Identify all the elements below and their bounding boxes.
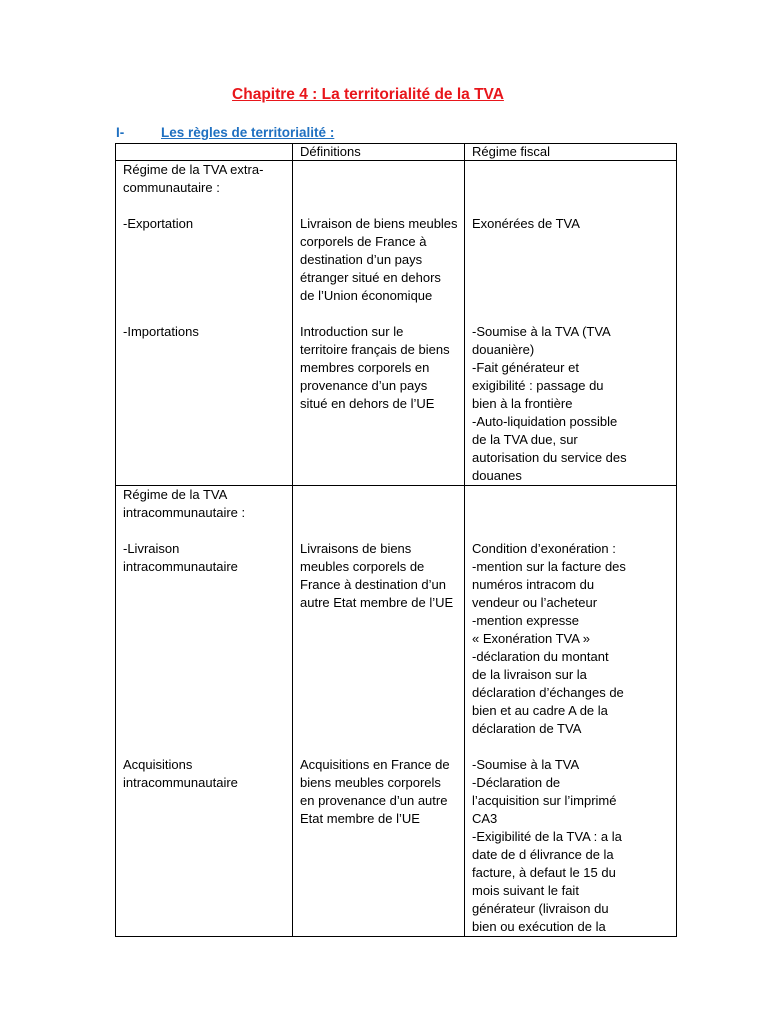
regime-line: générateur (livraison du bbox=[472, 901, 609, 916]
territoriality-table bbox=[115, 143, 677, 937]
definition-line: membres corporels en bbox=[300, 360, 430, 375]
cell-regime-fiscal-extra bbox=[465, 161, 677, 486]
regime-line: -mention sur la facture des bbox=[472, 559, 626, 574]
definition-line: situé en dehors de l’UE bbox=[300, 396, 435, 411]
definition-line: de l’Union économique bbox=[300, 288, 433, 303]
regime-line: -mention expresse bbox=[472, 613, 579, 628]
definition-line: meubles corporels de bbox=[300, 559, 425, 574]
regime-line: Condition d’exonération : bbox=[472, 541, 616, 556]
table-row-intracommunautaire bbox=[116, 486, 677, 937]
group-heading-line: intracommunautaire : bbox=[123, 505, 246, 520]
header-cell-definitions: Définitions bbox=[293, 144, 465, 161]
definition-line: territoire français de biens bbox=[300, 342, 450, 357]
definition-line: France à destination d’un bbox=[300, 577, 446, 592]
regime-line: -Fait générateur et bbox=[472, 360, 579, 375]
row-label-livraison: -Livraison bbox=[123, 541, 180, 556]
regime-line: CA3 bbox=[472, 811, 498, 826]
header-cell-regime: Régime fiscal bbox=[465, 144, 677, 161]
regime-line: de la TVA due, sur bbox=[472, 432, 578, 447]
regime-line: -Soumise à la TVA (TVA bbox=[472, 324, 611, 339]
regime-line: -Soumise à la TVA bbox=[472, 757, 580, 772]
section-title: Les règles de territorialité : bbox=[161, 125, 335, 140]
regime-line: de la livraison sur la bbox=[472, 667, 587, 682]
page-title: Chapitre 4 : La territorialité de la TVA bbox=[232, 86, 504, 103]
definition-line: Etat membre de l’UE bbox=[300, 811, 420, 826]
regime-line: vendeur ou l’acheteur bbox=[472, 595, 598, 610]
regime-line: Exonérées de TVA bbox=[472, 216, 580, 231]
definition-line: Livraison de biens meubles bbox=[300, 216, 458, 231]
regime-line: facture, à defaut le 15 du bbox=[472, 865, 616, 880]
table-header-row bbox=[116, 144, 677, 161]
regime-line: bien ou exécution de la bbox=[472, 919, 606, 934]
definition-line: provenance d’un pays bbox=[300, 378, 428, 393]
row-label-livraison: intracommunautaire bbox=[123, 559, 238, 574]
row-label-exportation: -Exportation bbox=[123, 216, 194, 231]
definition-line: biens meubles corporels bbox=[300, 775, 441, 790]
definition-line: Livraisons de biens bbox=[300, 541, 412, 556]
cell-definitions-intra bbox=[293, 486, 465, 937]
definition-line: autre Etat membre de l’UE bbox=[300, 595, 454, 610]
regime-line: douanière) bbox=[472, 342, 535, 357]
row-label-importations: -Importations bbox=[123, 324, 199, 339]
regime-line: déclaration d’échanges de bbox=[472, 685, 624, 700]
definition-line: corporels de France à bbox=[300, 234, 427, 249]
cell-definitions-extra bbox=[293, 161, 465, 486]
definition-line: Acquisitions en France de bbox=[300, 757, 450, 772]
group-heading-line: communautaire : bbox=[123, 180, 220, 195]
definition-line: en provenance d’un autre bbox=[300, 793, 448, 808]
regime-line: date de d élivrance de la bbox=[472, 847, 614, 862]
regime-line: numéros intracom du bbox=[472, 577, 595, 592]
regime-line: l’acquisition sur l’imprimé bbox=[472, 793, 617, 808]
regime-line: -Auto-liquidation possible bbox=[472, 414, 618, 429]
section-number: I- bbox=[116, 125, 125, 140]
cell-regime-extra bbox=[116, 161, 293, 486]
regime-line: bien et au cadre A de la bbox=[472, 703, 608, 718]
cell-regime-intra bbox=[116, 486, 293, 937]
cell-regime-fiscal-intra bbox=[465, 486, 677, 937]
regime-line: mois suivant le fait bbox=[472, 883, 579, 898]
regime-line: -Déclaration de bbox=[472, 775, 561, 790]
row-label-acquisitions: Acquisitions bbox=[123, 757, 193, 772]
group-heading-line: Régime de la TVA bbox=[123, 487, 228, 502]
group-heading-line: Régime de la TVA extra- bbox=[123, 162, 264, 177]
regime-line: déclaration de TVA bbox=[472, 721, 582, 736]
regime-line: autorisation du service des bbox=[472, 450, 627, 465]
header-cell-empty bbox=[116, 144, 293, 161]
definition-line: étranger situé en dehors bbox=[300, 270, 441, 285]
regime-line: « Exonération TVA » bbox=[472, 631, 591, 646]
regime-line: -déclaration du montant bbox=[472, 649, 609, 664]
definition-line: Introduction sur le bbox=[300, 324, 404, 339]
regime-line: bien à la frontière bbox=[472, 396, 573, 411]
regime-line: exigibilité : passage du bbox=[472, 378, 604, 393]
row-label-acquisitions: intracommunautaire bbox=[123, 775, 238, 790]
regime-line: douanes bbox=[472, 468, 522, 483]
definition-line: destination d’un pays bbox=[300, 252, 423, 267]
table-row-extra-communautaire bbox=[116, 161, 677, 486]
regime-line: -Exigibilité de la TVA : a la bbox=[472, 829, 622, 844]
